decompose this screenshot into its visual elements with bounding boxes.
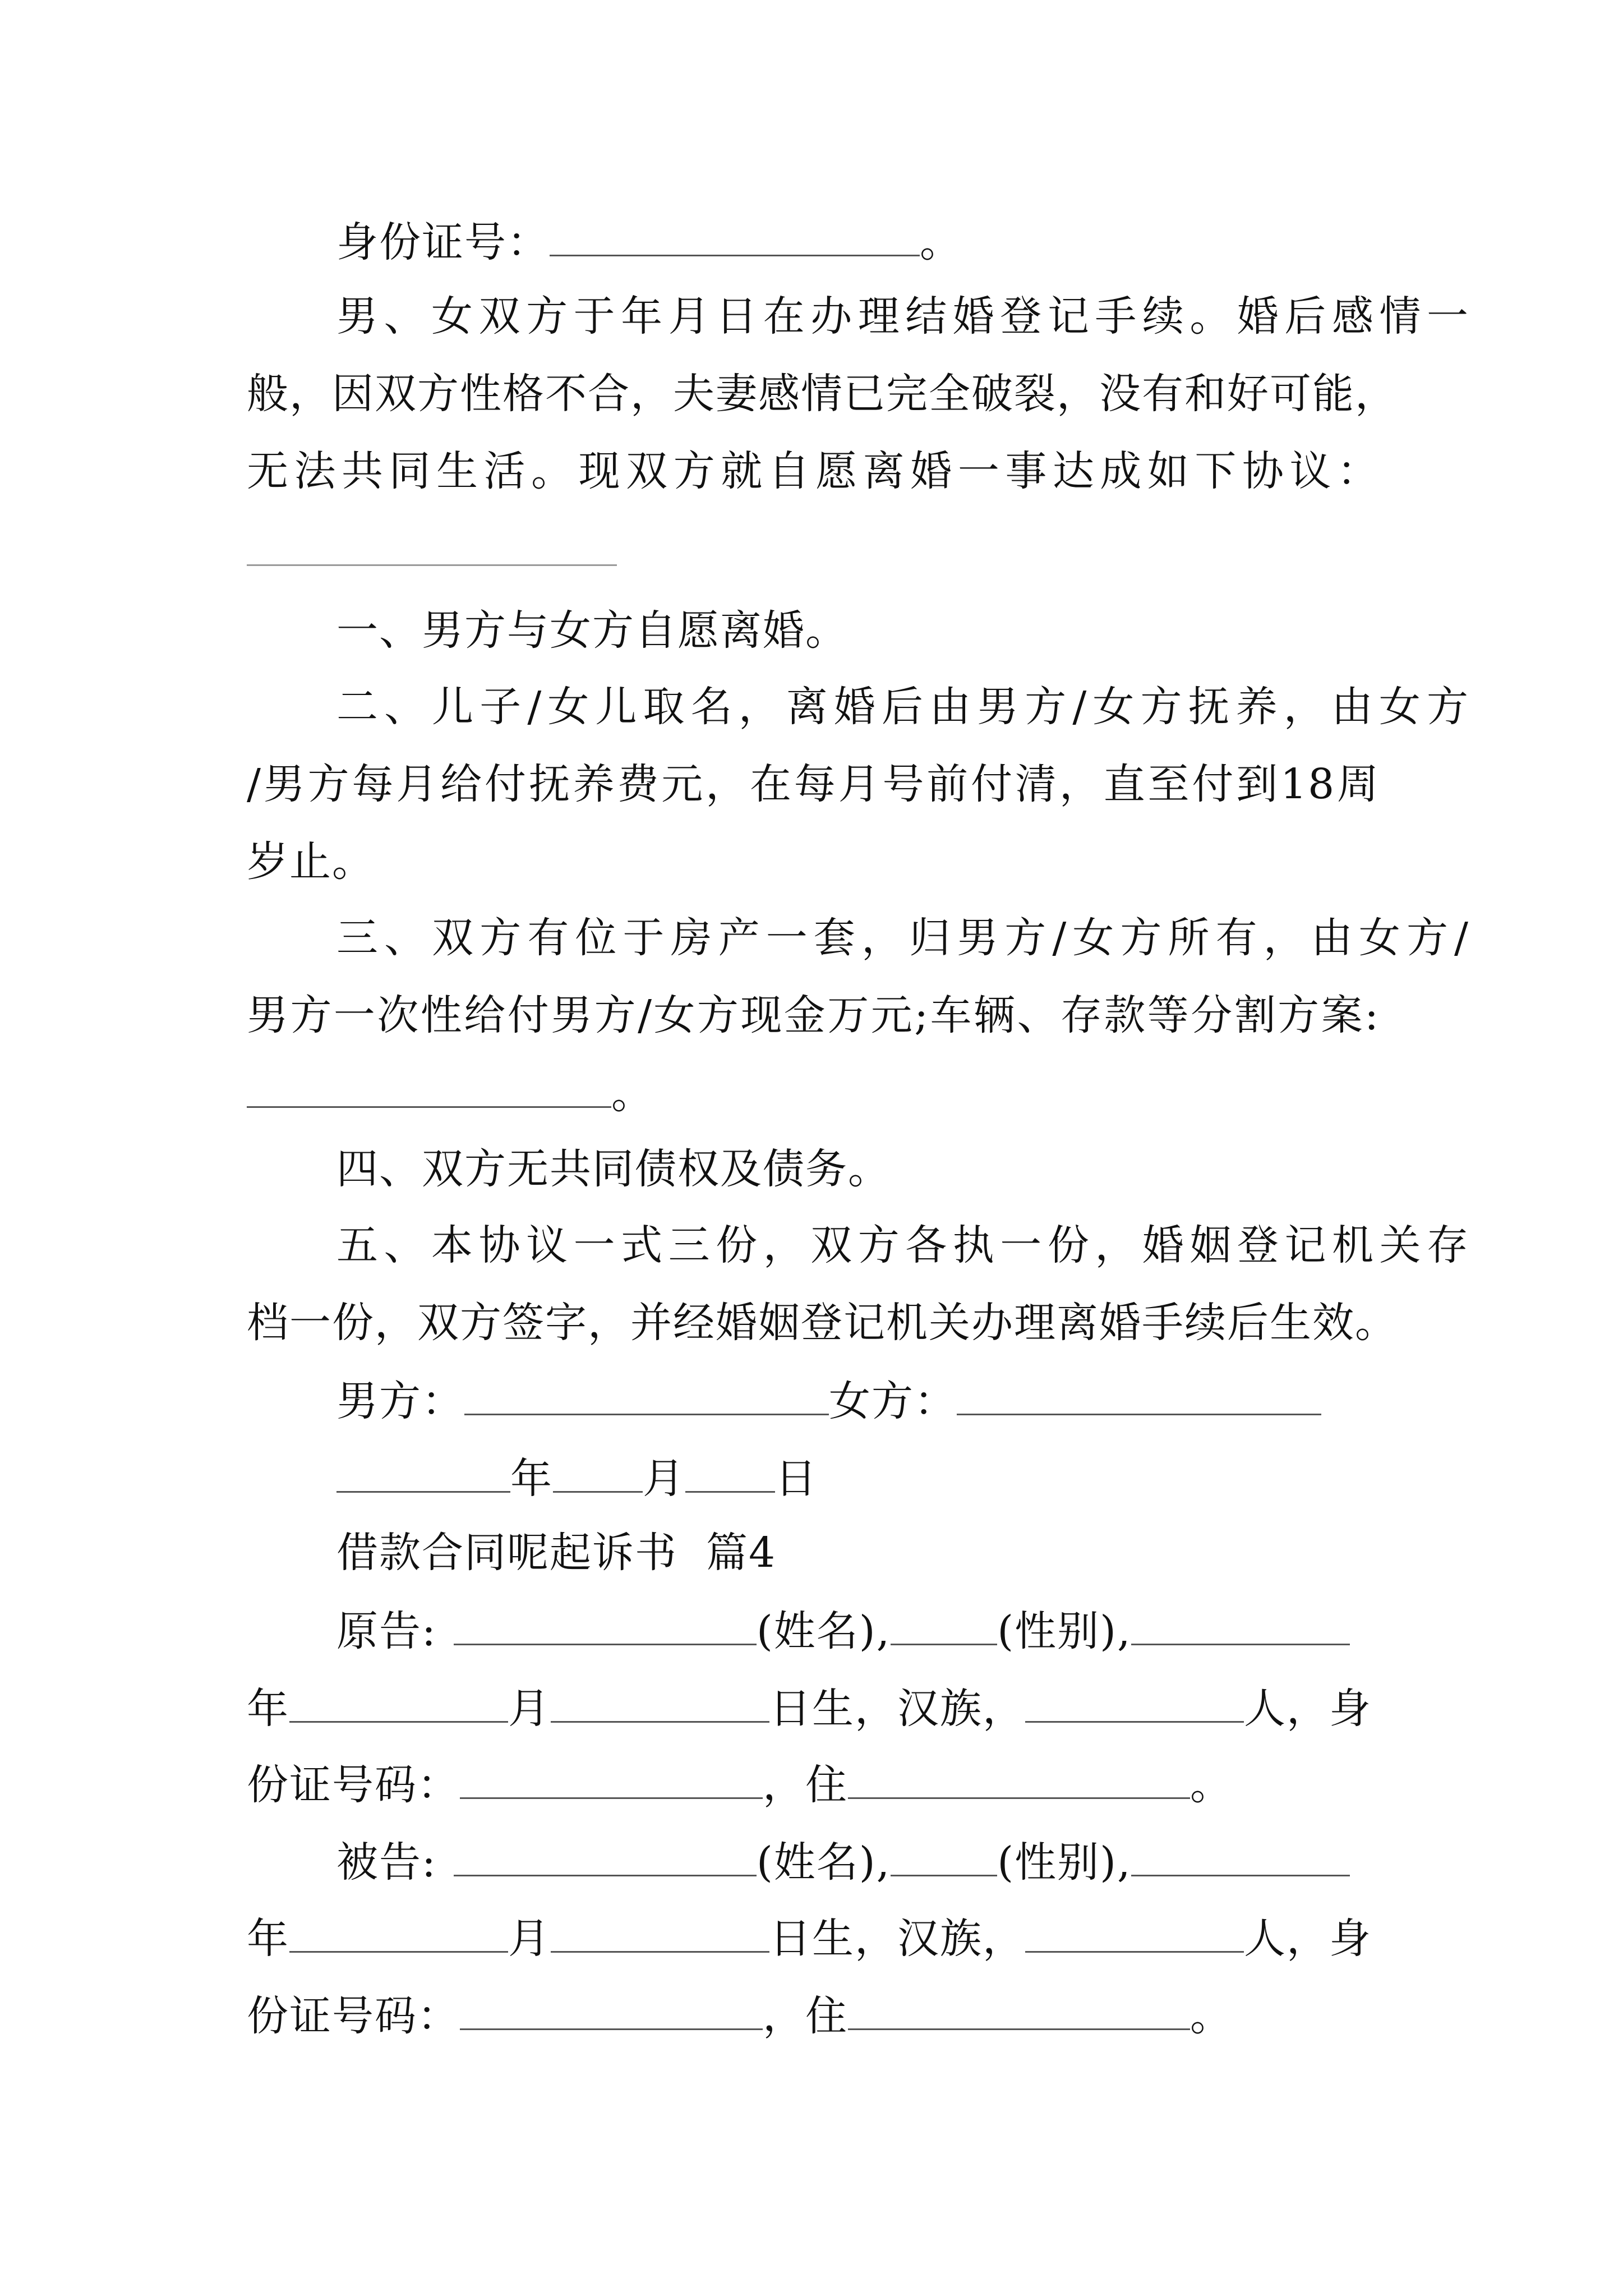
id-number-line bbox=[247, 213, 1469, 269]
plaintiff-born-ethnic: 日生，汉族， bbox=[769, 1685, 1025, 1733]
item-3-line-2: 男方一次性给付男方/女方现金万元;车辆、存款等分割方案: bbox=[247, 991, 1380, 1039]
plaintiff-line-1 bbox=[247, 1602, 1469, 1658]
plaintiff-gender-blank bbox=[891, 1602, 997, 1645]
plaintiff-hometown-blank bbox=[1025, 1680, 1244, 1723]
plaintiff-label: 原告: bbox=[336, 1607, 437, 1655]
division-plan-blank bbox=[247, 1065, 611, 1108]
defendant-label: 被告: bbox=[336, 1838, 437, 1887]
id-number-blank bbox=[550, 213, 920, 256]
defendant-name-note: (姓名), bbox=[756, 1838, 891, 1887]
item-3-blank-line bbox=[247, 1065, 1380, 1121]
plaintiff-id-label: 份证号码： bbox=[247, 1761, 460, 1809]
item-4: 四、双方无共同债权及债务。 bbox=[336, 1145, 891, 1193]
defendant-name-blank bbox=[454, 1833, 757, 1876]
male-sign-blank bbox=[464, 1372, 829, 1415]
plaintiff-line-2 bbox=[247, 1680, 1380, 1736]
signature-line bbox=[247, 1372, 1469, 1428]
division-plan-end: 。 bbox=[611, 1070, 653, 1118]
defendant-line-3 bbox=[247, 1987, 1380, 2043]
defendant-address-blank bbox=[848, 1987, 1190, 2030]
date-line bbox=[247, 1450, 1469, 1506]
section-title: 借款合同呢起诉书 篇4 bbox=[336, 1529, 777, 1577]
month-label: 月 bbox=[643, 1455, 685, 1503]
month-blank bbox=[553, 1450, 643, 1493]
item-2-line-2: /男方每月给付抚养费元，在每月号前付清，直至付到18周 bbox=[247, 760, 1380, 808]
marriage-para-line-1: 男、女双方于年月日在办理结婚登记手续。婚后感情一 bbox=[336, 292, 1469, 341]
item-2-line-1: 二、儿子/女儿取名，离婚后由男方/女方抚养，由女方 bbox=[336, 683, 1469, 731]
defendant-gender-blank bbox=[891, 1833, 997, 1876]
plaintiff-day-blank bbox=[551, 1680, 769, 1723]
item-5-line-2: 档一份，双方签字，并经婚姻登记机关办理离婚手续后生效。 bbox=[247, 1299, 1398, 1347]
id-number-end: 。 bbox=[920, 218, 961, 266]
separator-blank bbox=[247, 564, 617, 566]
plaintiff-address-blank bbox=[848, 1756, 1190, 1799]
female-sign-label: 女方： bbox=[829, 1377, 957, 1425]
marriage-para-line-2: 般，因双方性格不合，夫妻感情已完全破裂，没有和好可能， bbox=[247, 370, 1398, 418]
plaintiff-birth-blank bbox=[1131, 1602, 1350, 1645]
defendant-month: 月 bbox=[508, 1915, 551, 1963]
day-label: 日 bbox=[775, 1455, 818, 1503]
plaintiff-gender-note: (性别), bbox=[997, 1607, 1132, 1655]
item-2-line-3: 岁止。 bbox=[247, 838, 375, 886]
id-number-label: 身份证号： bbox=[336, 218, 550, 266]
plaintiff-month: 月 bbox=[508, 1685, 551, 1733]
plaintiff-month-blank bbox=[289, 1680, 508, 1723]
defendant-birth-blank bbox=[1131, 1833, 1350, 1876]
year-label: 年 bbox=[510, 1455, 553, 1503]
defendant-hometown-blank bbox=[1025, 1910, 1244, 1953]
plaintiff-name-note: (姓名), bbox=[756, 1607, 891, 1655]
defendant-born-ethnic: 日生，汉族， bbox=[769, 1915, 1025, 1963]
defendant-end: 。 bbox=[1190, 1992, 1232, 2040]
defendant-live-label: ，住 bbox=[763, 1992, 848, 2040]
marriage-para-line-3: 无法共同生活。现双方就自愿离婚一事达成如下协议： bbox=[247, 447, 1380, 495]
day-blank bbox=[685, 1450, 775, 1493]
item-3-line-1: 三、双方有位于房产一套，归男方/女方所有，由女方/ bbox=[336, 914, 1469, 962]
plaintiff-live-label: ，住 bbox=[763, 1761, 848, 1809]
year-blank bbox=[336, 1450, 510, 1493]
plaintiff-name-blank bbox=[454, 1602, 757, 1645]
defendant-line-2 bbox=[247, 1910, 1380, 1966]
item-1: 一、男方与女方自愿离婚。 bbox=[336, 606, 848, 655]
defendant-day-blank bbox=[551, 1910, 769, 1953]
male-sign-label: 男方： bbox=[336, 1377, 464, 1425]
defendant-person-id: 人，身 bbox=[1244, 1915, 1372, 1963]
defendant-id-label: 份证号码： bbox=[247, 1992, 460, 2040]
defendant-gender-note: (性别), bbox=[997, 1838, 1132, 1887]
plaintiff-person-id: 人，身 bbox=[1244, 1685, 1372, 1733]
defendant-line-1 bbox=[247, 1833, 1469, 1889]
plaintiff-year: 年 bbox=[247, 1685, 289, 1733]
defendant-month-blank bbox=[289, 1910, 508, 1953]
defendant-year: 年 bbox=[247, 1915, 289, 1963]
item-5-line-1: 五、本协议一式三份，双方各执一份，婚姻登记机关存 bbox=[336, 1221, 1469, 1269]
female-sign-blank bbox=[957, 1372, 1321, 1415]
defendant-id-blank bbox=[460, 1987, 763, 2030]
plaintiff-end: 。 bbox=[1190, 1761, 1232, 1809]
plaintiff-id-blank bbox=[460, 1756, 763, 1799]
plaintiff-line-3 bbox=[247, 1756, 1380, 1812]
